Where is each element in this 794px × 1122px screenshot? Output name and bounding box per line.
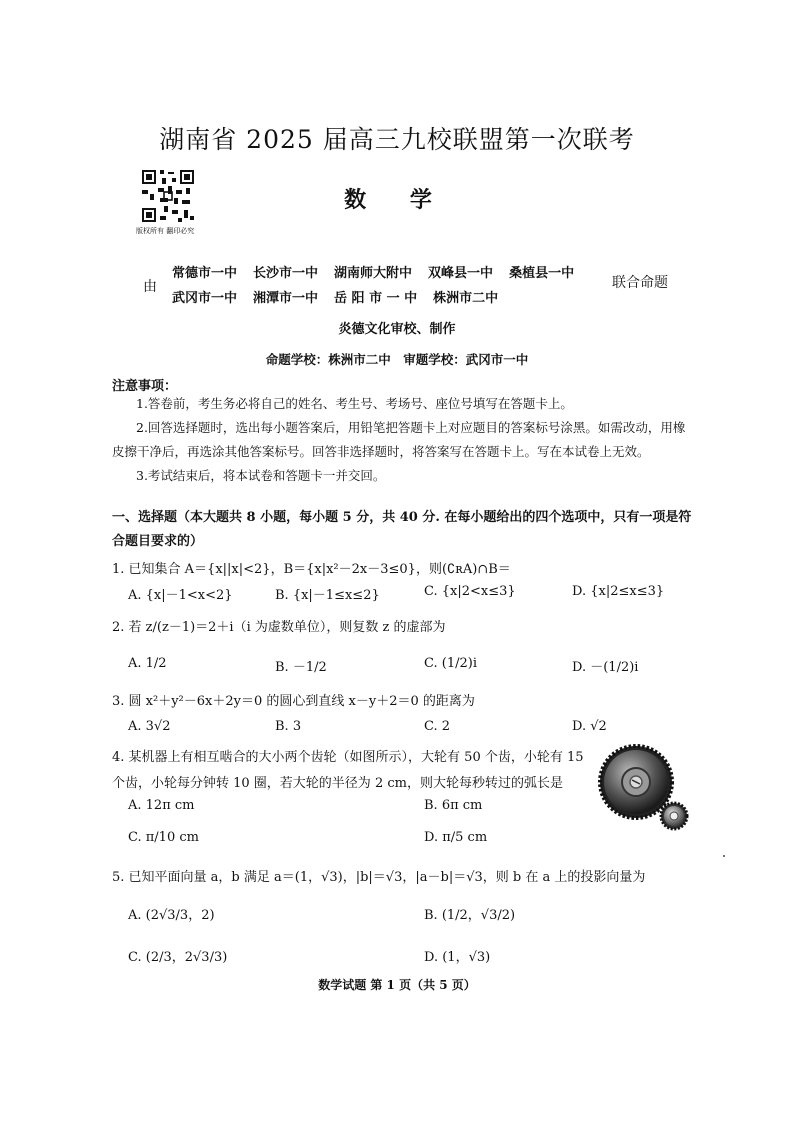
question-4-stem-line-1: 4. 某机器上有相互啮合的大小两个齿轮（如图所示），大轮有 50 个齿，小轮有 15 (112, 750, 584, 765)
question-2-option-b: B. －1/2 (275, 660, 327, 675)
question-5-option-c: C. (2/3，2√3/3) (128, 950, 228, 965)
question-1-stem: 1. 已知集合 A＝{x||x|<2}，B＝{x|x²－2x－3≤0}，则(∁ʀA)∩B＝ (112, 562, 511, 577)
speck (723, 855, 725, 857)
exam-title: 湖南省 2025 届高三九校联盟第一次联考 (159, 125, 635, 154)
school-name: 株洲市二中 (433, 291, 499, 306)
question-5-option-d: D. (1，√3) (424, 950, 491, 965)
joint-label: 联合命题 (612, 275, 668, 291)
school-name: 长沙市一中 (253, 266, 319, 281)
question-1-option-a: A. {x|－1<x<2} (128, 588, 233, 603)
question-2-option-a: A. 1/2 (128, 656, 167, 671)
subject-title: 数 学 (344, 187, 450, 213)
school-list-row-2 (172, 287, 498, 306)
qr-caption: 版权所有 翻印必究 (136, 227, 195, 235)
question-3-option-d: D. √2 (572, 719, 607, 734)
notice-item: 2.回答选择题时，选出每小题答案后，用铅笔把答题卡上对应题目的答案标号涂黑。如需改动，用橡皮擦干净后，再选涂其他答案标号。回答非选择题时，将答案写在答题卡上。写在本试卷上无效。 (112, 420, 686, 459)
question-4-option-b: B. 6π cm (424, 798, 483, 813)
question-3-option-a: A. 3√2 (128, 719, 171, 734)
school-name: 常德市一中 (172, 266, 238, 281)
question-2-option-d: D. －(1/2)i (572, 660, 639, 675)
command-school-line: 命题学校：株洲市二中 审题学校：武冈市一中 (265, 352, 529, 367)
question-4-option-d: D. π/5 cm (424, 830, 488, 845)
question-4-option-a: A. 12π cm (128, 798, 195, 813)
notice-item: 1.答卷前，考生务必将自己的姓名、考生号、考场号、座位号填写在答题卡上。 (136, 396, 573, 411)
question-5-option-b: B. (1/2，√3/2) (424, 908, 516, 923)
notice-heading: 注意事项： (112, 379, 178, 394)
gears-image (596, 740, 692, 836)
question-1-option-b: B. {x|－1≤x≤2} (275, 588, 380, 603)
school-list-row-1 (172, 262, 574, 281)
notice-item: 3.考试结束后，将本试卷和答题卡一并交回。 (136, 468, 386, 483)
by-label: 由 (143, 279, 157, 295)
section-heading: 一、选择题（本大题共 8 小题，每小题 5 分，共 40 分. 在每小题给出的四个选项中，只有一项是符合题目要求的） (112, 510, 692, 549)
question-3-option-c: C. 2 (424, 719, 451, 734)
school-name: 双峰县一中 (428, 266, 494, 281)
question-2-stem: 2. 若 z/(z－1)＝2＋i（i 为虚数单位），则复数 z 的虚部为 (112, 620, 446, 635)
question-2-option-c: C. (1/2)i (424, 656, 477, 671)
school-name: 湘潭市一中 (253, 291, 319, 306)
school-name: 桑植县一中 (509, 266, 575, 281)
question-5-option-a: A. (2√3/3，2) (128, 908, 215, 923)
page-footer: 数学试题 第 1 页（共 5 页） (318, 978, 476, 992)
question-1-option-c: C. {x|2<x≤3} (424, 584, 516, 599)
question-4-stem-line-2: 个齿，小轮每分钟转 10 圈，若大轮的半径为 2 cm，则大轮每秒转过的弧长是 (112, 776, 563, 791)
school-name: 湖南师大附中 (334, 266, 413, 281)
question-5-stem: 5. 已知平面向量 a，b 满足 a＝(1，√3)，|b|＝√3，|a－b|＝√3，则 b 在 a 上的投影向量为 (112, 870, 646, 885)
question-3-option-b: B. 3 (275, 719, 302, 734)
school-name: 武冈市一中 (172, 291, 238, 306)
school-name: 岳 阳 市 一 中 (334, 291, 418, 306)
question-3-stem: 3. 圆 x²＋y²－6x＋2y＝0 的圆心到直线 x－y＋2＝0 的距离为 (112, 694, 475, 709)
question-1-option-d: D. {x|2≤x≤3} (572, 584, 665, 599)
question-4-option-c: C. π/10 cm (128, 830, 199, 845)
producer-line: 炎德文化审校、制作 (338, 322, 456, 337)
